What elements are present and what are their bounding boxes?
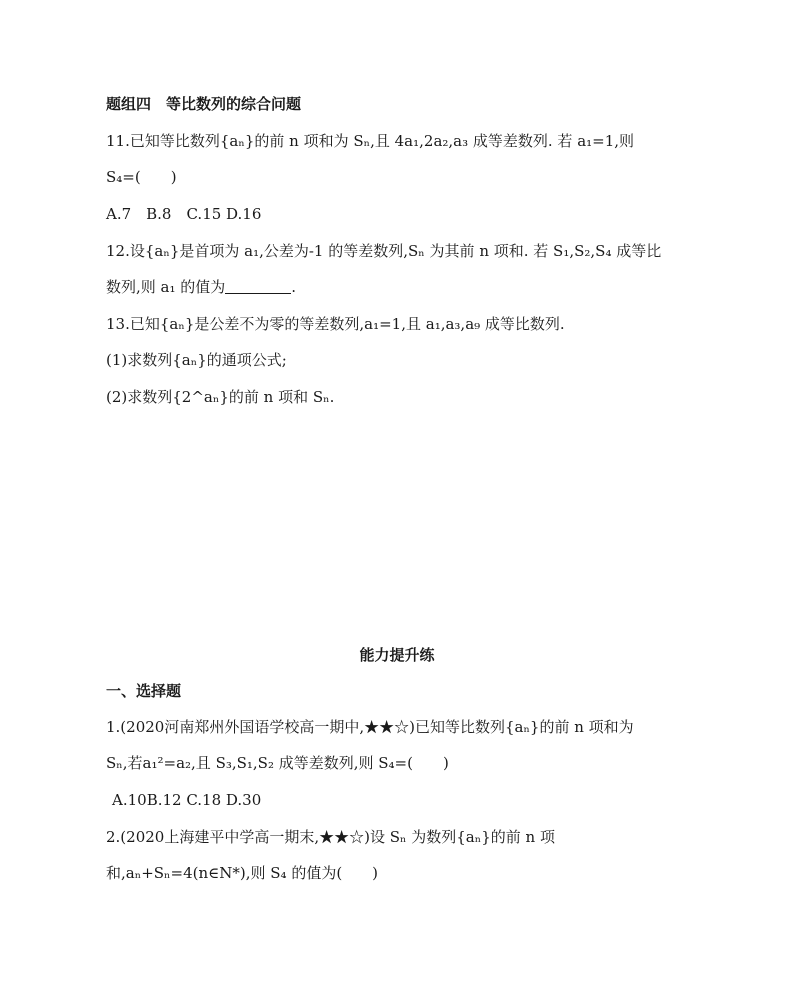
period: . (291, 278, 297, 296)
ability-section-title: 能力提升练 (359, 646, 435, 664)
problem-1-line2: Sₙ,若a₁²=a₂,且 S₃,S₁,S₂ 成等差数列,则 S₄=( ) (106, 754, 449, 772)
question-13-text: 13.已知{aₙ}是公差不为零的等差数列,a₁=1,且 a₁,a₃,a₉ 成等比数列. (106, 315, 565, 333)
problem-1-line1: 1.(2020河南郑州外国语学校高一期中,★★☆)已知等比数列{aₙ}的前 n 项和为 (106, 718, 634, 736)
problem-2-line2: 和,aₙ+Sₙ=4(n∈N*),则 S₄ 的值为( ) (106, 864, 379, 882)
question-11-options: A.7 B.8 C.15 D.16 (106, 205, 262, 223)
question-12-line2-text: 数列,则 a₁ 的值为 (106, 278, 226, 296)
problem-2-line1: 2.(2020上海建平中学高一期末,★★☆)设 Sₙ 为数列{aₙ}的前 n 项 (106, 828, 555, 846)
question-13-part1: (1)求数列{aₙ}的通项公式; (106, 351, 287, 369)
question-11-line2: S₄=( ) (106, 168, 177, 186)
question-13-part2: (2)求数列{2^aₙ}的前 n 项和 Sₙ. (106, 388, 335, 406)
question-12-line1: 12.设{aₙ}是首项为 a₁,公差为-1 的等差数列,Sₙ 为其前 n 项和. 若 S₁,S₂,S₄ 成等比 (106, 242, 662, 260)
question-12-line2 (106, 277, 296, 297)
section-title: 题组四 等比数列的综合问题 (106, 95, 302, 113)
problem-1-options: A.10B.12 C.18 D.30 (112, 791, 262, 809)
answer-blank (225, 279, 291, 294)
question-11-line1: 11.已知等比数列{aₙ}的前 n 项和为 Sₙ,且 4a₁,2a₂,a₃ 成等差数列. 若 a₁=1,则 (106, 132, 635, 150)
choice-section-title: 一、选择题 (106, 682, 182, 700)
